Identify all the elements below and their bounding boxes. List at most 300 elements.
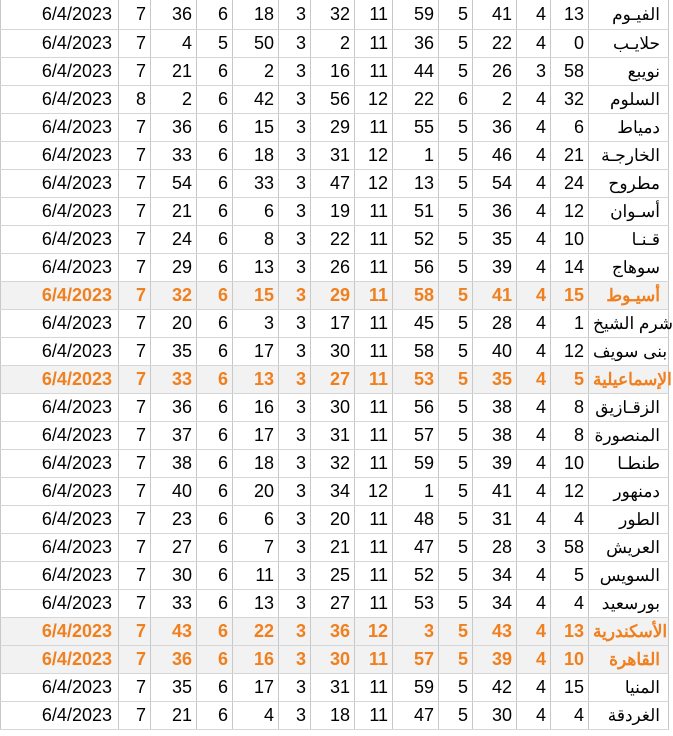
- time-cell[interactable]: 8: [551, 393, 589, 421]
- date-cell[interactable]: 6/4/2023: [1, 617, 119, 645]
- city-name-cell[interactable]: بنى سويف: [589, 337, 669, 365]
- time-cell[interactable]: 4: [517, 197, 551, 225]
- time-cell[interactable]: 26: [311, 253, 355, 281]
- time-cell[interactable]: 11: [355, 57, 393, 85]
- time-cell[interactable]: 58: [551, 533, 589, 561]
- time-cell[interactable]: 4: [517, 505, 551, 533]
- time-cell[interactable]: 16: [311, 57, 355, 85]
- time-cell[interactable]: 5: [439, 477, 473, 505]
- time-cell[interactable]: 4: [517, 561, 551, 589]
- time-cell[interactable]: 11: [355, 113, 393, 141]
- time-cell[interactable]: 31: [311, 141, 355, 169]
- time-cell[interactable]: 20: [151, 309, 197, 337]
- time-cell[interactable]: 54: [151, 169, 197, 197]
- time-cell[interactable]: 3: [279, 309, 311, 337]
- time-cell[interactable]: 23: [151, 505, 197, 533]
- date-cell[interactable]: 6/4/2023: [1, 225, 119, 253]
- time-cell[interactable]: 29: [311, 113, 355, 141]
- time-cell[interactable]: 17: [311, 309, 355, 337]
- date-cell[interactable]: 6/4/2023: [1, 449, 119, 477]
- time-cell[interactable]: 29: [151, 253, 197, 281]
- date-cell[interactable]: 6/4/2023: [1, 85, 119, 113]
- time-cell[interactable]: 37: [151, 421, 197, 449]
- time-cell[interactable]: 17: [233, 337, 279, 365]
- time-cell[interactable]: 6: [197, 533, 233, 561]
- time-cell[interactable]: 58: [551, 57, 589, 85]
- date-cell[interactable]: 6/4/2023: [1, 365, 119, 393]
- time-cell[interactable]: 7: [119, 225, 151, 253]
- time-cell[interactable]: 59: [393, 0, 439, 29]
- time-cell[interactable]: 7: [119, 309, 151, 337]
- time-cell[interactable]: 7: [119, 0, 151, 29]
- date-cell[interactable]: 6/4/2023: [1, 337, 119, 365]
- time-cell[interactable]: 7: [119, 421, 151, 449]
- time-cell[interactable]: 5: [439, 365, 473, 393]
- time-cell[interactable]: 3: [279, 673, 311, 701]
- time-cell[interactable]: 5: [439, 281, 473, 309]
- time-cell[interactable]: 3: [279, 533, 311, 561]
- time-cell[interactable]: 2: [311, 29, 355, 57]
- time-cell[interactable]: 4: [517, 309, 551, 337]
- time-cell[interactable]: 11: [355, 421, 393, 449]
- time-cell[interactable]: 13: [233, 589, 279, 617]
- time-cell[interactable]: 39: [473, 449, 517, 477]
- time-cell[interactable]: 5: [439, 449, 473, 477]
- time-cell[interactable]: 5: [439, 673, 473, 701]
- city-name-cell[interactable]: مطروح: [589, 169, 669, 197]
- time-cell[interactable]: 6: [197, 197, 233, 225]
- date-cell[interactable]: 6/4/2023: [1, 57, 119, 85]
- time-cell[interactable]: 7: [119, 701, 151, 729]
- time-cell[interactable]: 27: [151, 533, 197, 561]
- time-cell[interactable]: 30: [151, 561, 197, 589]
- time-cell[interactable]: 33: [151, 365, 197, 393]
- city-name-cell[interactable]: الطور: [589, 505, 669, 533]
- time-cell[interactable]: 20: [311, 505, 355, 533]
- time-cell[interactable]: 32: [551, 85, 589, 113]
- time-cell[interactable]: 11: [355, 225, 393, 253]
- time-cell[interactable]: 7: [119, 57, 151, 85]
- time-cell[interactable]: 7: [119, 337, 151, 365]
- date-cell[interactable]: 6/4/2023: [1, 701, 119, 729]
- time-cell[interactable]: 5: [439, 141, 473, 169]
- time-cell[interactable]: 36: [151, 0, 197, 29]
- time-cell[interactable]: 7: [119, 253, 151, 281]
- time-cell[interactable]: 5: [439, 393, 473, 421]
- time-cell[interactable]: 43: [151, 617, 197, 645]
- time-cell[interactable]: 12: [355, 141, 393, 169]
- city-name-cell[interactable]: المنيا: [589, 673, 669, 701]
- time-cell[interactable]: 36: [151, 645, 197, 673]
- time-cell[interactable]: 3: [279, 0, 311, 29]
- time-cell[interactable]: 56: [393, 393, 439, 421]
- time-cell[interactable]: 30: [473, 701, 517, 729]
- time-cell[interactable]: 6: [551, 113, 589, 141]
- time-cell[interactable]: 6: [197, 85, 233, 113]
- time-cell[interactable]: 4: [517, 673, 551, 701]
- city-name-cell[interactable]: الإسماعيلية: [589, 365, 669, 393]
- time-cell[interactable]: 4: [517, 0, 551, 29]
- time-cell[interactable]: 7: [119, 365, 151, 393]
- time-cell[interactable]: 56: [393, 253, 439, 281]
- time-cell[interactable]: 5: [439, 589, 473, 617]
- time-cell[interactable]: 1: [393, 477, 439, 505]
- time-cell[interactable]: 39: [473, 253, 517, 281]
- time-cell[interactable]: 4: [517, 477, 551, 505]
- time-cell[interactable]: 6: [197, 365, 233, 393]
- time-cell[interactable]: 11: [355, 449, 393, 477]
- time-cell[interactable]: 2: [151, 85, 197, 113]
- city-name-cell[interactable]: دمنهور: [589, 477, 669, 505]
- time-cell[interactable]: 32: [311, 0, 355, 29]
- date-cell[interactable]: 6/4/2023: [1, 169, 119, 197]
- time-cell[interactable]: 38: [473, 393, 517, 421]
- date-cell[interactable]: 6/4/2023: [1, 533, 119, 561]
- time-cell[interactable]: 18: [233, 141, 279, 169]
- time-cell[interactable]: 11: [355, 309, 393, 337]
- time-cell[interactable]: 4: [151, 29, 197, 57]
- time-cell[interactable]: 10: [551, 645, 589, 673]
- date-cell[interactable]: 6/4/2023: [1, 113, 119, 141]
- time-cell[interactable]: 5: [439, 645, 473, 673]
- time-cell[interactable]: 3: [279, 561, 311, 589]
- time-cell[interactable]: 13: [233, 253, 279, 281]
- time-cell[interactable]: 54: [473, 169, 517, 197]
- time-cell[interactable]: 3: [279, 85, 311, 113]
- date-cell[interactable]: 6/4/2023: [1, 505, 119, 533]
- time-cell[interactable]: 6: [197, 477, 233, 505]
- city-name-cell[interactable]: أسيـوط: [589, 281, 669, 309]
- time-cell[interactable]: 4: [517, 113, 551, 141]
- time-cell[interactable]: 10: [551, 449, 589, 477]
- time-cell[interactable]: 34: [473, 561, 517, 589]
- time-cell[interactable]: 7: [119, 505, 151, 533]
- time-cell[interactable]: 7: [119, 449, 151, 477]
- time-cell[interactable]: 7: [233, 533, 279, 561]
- time-cell[interactable]: 12: [551, 477, 589, 505]
- time-cell[interactable]: 41: [473, 0, 517, 29]
- city-name-cell[interactable]: شرم الشيخ: [589, 309, 669, 337]
- time-cell[interactable]: 6: [197, 393, 233, 421]
- time-cell[interactable]: 7: [119, 393, 151, 421]
- time-cell[interactable]: 41: [473, 477, 517, 505]
- time-cell[interactable]: 7: [119, 169, 151, 197]
- time-cell[interactable]: 5: [439, 505, 473, 533]
- time-cell[interactable]: 11: [355, 393, 393, 421]
- city-name-cell[interactable]: السويس: [589, 561, 669, 589]
- time-cell[interactable]: 36: [473, 197, 517, 225]
- date-cell[interactable]: 6/4/2023: [1, 589, 119, 617]
- date-cell[interactable]: 6/4/2023: [1, 393, 119, 421]
- time-cell[interactable]: 18: [233, 0, 279, 29]
- time-cell[interactable]: 10: [551, 225, 589, 253]
- time-cell[interactable]: 3: [279, 29, 311, 57]
- time-cell[interactable]: 7: [119, 589, 151, 617]
- time-cell[interactable]: 3: [279, 141, 311, 169]
- city-name-cell[interactable]: الأسكندرية: [589, 617, 669, 645]
- time-cell[interactable]: 4: [517, 393, 551, 421]
- time-cell[interactable]: 31: [311, 421, 355, 449]
- time-cell[interactable]: 7: [119, 113, 151, 141]
- time-cell[interactable]: 36: [311, 617, 355, 645]
- time-cell[interactable]: 35: [473, 225, 517, 253]
- time-cell[interactable]: 20: [233, 477, 279, 505]
- city-name-cell[interactable]: المنصورة: [589, 421, 669, 449]
- time-cell[interactable]: 12: [355, 617, 393, 645]
- time-cell[interactable]: 51: [393, 197, 439, 225]
- time-cell[interactable]: 7: [119, 29, 151, 57]
- time-cell[interactable]: 3: [279, 505, 311, 533]
- time-cell[interactable]: 4: [517, 449, 551, 477]
- city-name-cell[interactable]: السلوم: [589, 85, 669, 113]
- time-cell[interactable]: 46: [473, 141, 517, 169]
- time-cell[interactable]: 32: [311, 449, 355, 477]
- time-cell[interactable]: 11: [233, 561, 279, 589]
- time-cell[interactable]: 5: [439, 337, 473, 365]
- time-cell[interactable]: 24: [151, 225, 197, 253]
- time-cell[interactable]: 13: [393, 169, 439, 197]
- time-cell[interactable]: 34: [311, 477, 355, 505]
- time-cell[interactable]: 25: [311, 561, 355, 589]
- time-cell[interactable]: 27: [311, 365, 355, 393]
- date-cell[interactable]: 6/4/2023: [1, 29, 119, 57]
- time-cell[interactable]: 4: [517, 141, 551, 169]
- time-cell[interactable]: 28: [473, 309, 517, 337]
- time-cell[interactable]: 5: [439, 29, 473, 57]
- time-cell[interactable]: 11: [355, 337, 393, 365]
- time-cell[interactable]: 3: [279, 701, 311, 729]
- date-cell[interactable]: 6/4/2023: [1, 197, 119, 225]
- time-cell[interactable]: 36: [151, 113, 197, 141]
- time-cell[interactable]: 3: [233, 309, 279, 337]
- time-cell[interactable]: 6: [233, 505, 279, 533]
- city-name-cell[interactable]: قـنـا: [589, 225, 669, 253]
- time-cell[interactable]: 4: [517, 29, 551, 57]
- time-cell[interactable]: 21: [151, 57, 197, 85]
- time-cell[interactable]: 3: [279, 57, 311, 85]
- time-cell[interactable]: 6: [197, 225, 233, 253]
- time-cell[interactable]: 5: [439, 253, 473, 281]
- time-cell[interactable]: 6: [197, 421, 233, 449]
- city-name-cell[interactable]: الزقـازيق: [589, 393, 669, 421]
- city-name-cell[interactable]: دمياط: [589, 113, 669, 141]
- time-cell[interactable]: 3: [279, 225, 311, 253]
- time-cell[interactable]: 35: [151, 673, 197, 701]
- time-cell[interactable]: 12: [551, 197, 589, 225]
- city-name-cell[interactable]: الفيـوم: [589, 0, 669, 29]
- time-cell[interactable]: 17: [233, 673, 279, 701]
- time-cell[interactable]: 15: [233, 113, 279, 141]
- time-cell[interactable]: 3: [279, 281, 311, 309]
- time-cell[interactable]: 38: [473, 421, 517, 449]
- time-cell[interactable]: 3: [279, 617, 311, 645]
- time-cell[interactable]: 11: [355, 505, 393, 533]
- time-cell[interactable]: 43: [473, 617, 517, 645]
- time-cell[interactable]: 16: [233, 645, 279, 673]
- time-cell[interactable]: 4: [233, 701, 279, 729]
- time-cell[interactable]: 44: [393, 57, 439, 85]
- time-cell[interactable]: 1: [551, 309, 589, 337]
- time-cell[interactable]: 8: [233, 225, 279, 253]
- time-cell[interactable]: 36: [473, 113, 517, 141]
- time-cell[interactable]: 30: [311, 645, 355, 673]
- time-cell[interactable]: 5: [439, 197, 473, 225]
- time-cell[interactable]: 48: [393, 505, 439, 533]
- time-cell[interactable]: 4: [551, 589, 589, 617]
- time-cell[interactable]: 6: [197, 505, 233, 533]
- time-cell[interactable]: 13: [233, 365, 279, 393]
- time-cell[interactable]: 6: [197, 141, 233, 169]
- time-cell[interactable]: 15: [551, 673, 589, 701]
- time-cell[interactable]: 36: [151, 393, 197, 421]
- time-cell[interactable]: 3: [517, 57, 551, 85]
- time-cell[interactable]: 45: [393, 309, 439, 337]
- time-cell[interactable]: 21: [551, 141, 589, 169]
- time-cell[interactable]: 6: [197, 701, 233, 729]
- time-cell[interactable]: 11: [355, 29, 393, 57]
- time-cell[interactable]: 4: [517, 645, 551, 673]
- time-cell[interactable]: 5: [439, 0, 473, 29]
- time-cell[interactable]: 5: [439, 225, 473, 253]
- time-cell[interactable]: 4: [517, 365, 551, 393]
- date-cell[interactable]: 6/4/2023: [1, 309, 119, 337]
- time-cell[interactable]: 6: [439, 85, 473, 113]
- time-cell[interactable]: 5: [439, 701, 473, 729]
- time-cell[interactable]: 5: [551, 561, 589, 589]
- time-cell[interactable]: 52: [393, 561, 439, 589]
- time-cell[interactable]: 11: [355, 253, 393, 281]
- time-cell[interactable]: 7: [119, 141, 151, 169]
- city-name-cell[interactable]: نويبع: [589, 57, 669, 85]
- time-cell[interactable]: 16: [233, 393, 279, 421]
- time-cell[interactable]: 6: [197, 0, 233, 29]
- time-cell[interactable]: 6: [197, 617, 233, 645]
- city-name-cell[interactable]: طنطـا: [589, 449, 669, 477]
- date-cell[interactable]: 6/4/2023: [1, 561, 119, 589]
- city-name-cell[interactable]: الخارجـة: [589, 141, 669, 169]
- time-cell[interactable]: 18: [233, 449, 279, 477]
- time-cell[interactable]: 6: [197, 281, 233, 309]
- time-cell[interactable]: 18: [311, 701, 355, 729]
- city-name-cell[interactable]: بورسعيد: [589, 589, 669, 617]
- time-cell[interactable]: 33: [151, 589, 197, 617]
- time-cell[interactable]: 2: [473, 85, 517, 113]
- time-cell[interactable]: 3: [279, 365, 311, 393]
- time-cell[interactable]: 4: [517, 225, 551, 253]
- time-cell[interactable]: 0: [551, 29, 589, 57]
- date-cell[interactable]: 6/4/2023: [1, 141, 119, 169]
- time-cell[interactable]: 13: [551, 0, 589, 29]
- time-cell[interactable]: 3: [279, 253, 311, 281]
- time-cell[interactable]: 53: [393, 365, 439, 393]
- time-cell[interactable]: 4: [517, 85, 551, 113]
- date-cell[interactable]: 6/4/2023: [1, 645, 119, 673]
- time-cell[interactable]: 38: [151, 449, 197, 477]
- time-cell[interactable]: 5: [439, 113, 473, 141]
- time-cell[interactable]: 11: [355, 533, 393, 561]
- time-cell[interactable]: 7: [119, 645, 151, 673]
- time-cell[interactable]: 5: [551, 365, 589, 393]
- time-cell[interactable]: 58: [393, 337, 439, 365]
- time-cell[interactable]: 7: [119, 477, 151, 505]
- time-cell[interactable]: 8: [119, 85, 151, 113]
- time-cell[interactable]: 3: [393, 617, 439, 645]
- time-cell[interactable]: 12: [551, 337, 589, 365]
- time-cell[interactable]: 3: [279, 197, 311, 225]
- time-cell[interactable]: 11: [355, 197, 393, 225]
- time-cell[interactable]: 50: [233, 29, 279, 57]
- city-name-cell[interactable]: القاهرة: [589, 645, 669, 673]
- time-cell[interactable]: 30: [311, 337, 355, 365]
- city-name-cell[interactable]: سوهاج: [589, 253, 669, 281]
- time-cell[interactable]: 58: [393, 281, 439, 309]
- time-cell[interactable]: 6: [197, 309, 233, 337]
- time-cell[interactable]: 7: [119, 561, 151, 589]
- time-cell[interactable]: 47: [311, 169, 355, 197]
- time-cell[interactable]: 5: [439, 169, 473, 197]
- time-cell[interactable]: 59: [393, 673, 439, 701]
- time-cell[interactable]: 40: [473, 337, 517, 365]
- time-cell[interactable]: 47: [393, 701, 439, 729]
- time-cell[interactable]: 57: [393, 645, 439, 673]
- time-cell[interactable]: 4: [517, 617, 551, 645]
- time-cell[interactable]: 6: [197, 589, 233, 617]
- time-cell[interactable]: 4: [517, 421, 551, 449]
- time-cell[interactable]: 4: [517, 589, 551, 617]
- time-cell[interactable]: 5: [439, 533, 473, 561]
- time-cell[interactable]: 4: [551, 505, 589, 533]
- time-cell[interactable]: 59: [393, 449, 439, 477]
- time-cell[interactable]: 47: [393, 533, 439, 561]
- time-cell[interactable]: 6: [197, 645, 233, 673]
- time-cell[interactable]: 24: [551, 169, 589, 197]
- time-cell[interactable]: 11: [355, 0, 393, 29]
- time-cell[interactable]: 7: [119, 673, 151, 701]
- time-cell[interactable]: 3: [279, 393, 311, 421]
- time-cell[interactable]: 12: [355, 477, 393, 505]
- time-cell[interactable]: 11: [355, 645, 393, 673]
- time-cell[interactable]: 4: [551, 701, 589, 729]
- time-cell[interactable]: 11: [355, 561, 393, 589]
- time-cell[interactable]: 3: [279, 421, 311, 449]
- city-name-cell[interactable]: حلايـب: [589, 29, 669, 57]
- time-cell[interactable]: 4: [517, 701, 551, 729]
- time-cell[interactable]: 5: [439, 617, 473, 645]
- time-cell[interactable]: 11: [355, 589, 393, 617]
- time-cell[interactable]: 7: [119, 533, 151, 561]
- time-cell[interactable]: 4: [517, 169, 551, 197]
- time-cell[interactable]: 8: [551, 421, 589, 449]
- city-name-cell[interactable]: العريش: [589, 533, 669, 561]
- time-cell[interactable]: 3: [517, 533, 551, 561]
- time-cell[interactable]: 33: [233, 169, 279, 197]
- time-cell[interactable]: 55: [393, 113, 439, 141]
- time-cell[interactable]: 42: [233, 85, 279, 113]
- time-cell[interactable]: 15: [551, 281, 589, 309]
- time-cell[interactable]: 3: [279, 113, 311, 141]
- time-cell[interactable]: 35: [151, 337, 197, 365]
- time-cell[interactable]: 6: [197, 561, 233, 589]
- time-cell[interactable]: 40: [151, 477, 197, 505]
- time-cell[interactable]: 35: [473, 365, 517, 393]
- time-cell[interactable]: 3: [279, 477, 311, 505]
- city-name-cell[interactable]: الغردقة: [589, 701, 669, 729]
- time-cell[interactable]: 4: [517, 337, 551, 365]
- time-cell[interactable]: 6: [197, 253, 233, 281]
- time-cell[interactable]: 27: [311, 589, 355, 617]
- time-cell[interactable]: 6: [233, 197, 279, 225]
- time-cell[interactable]: 21: [311, 533, 355, 561]
